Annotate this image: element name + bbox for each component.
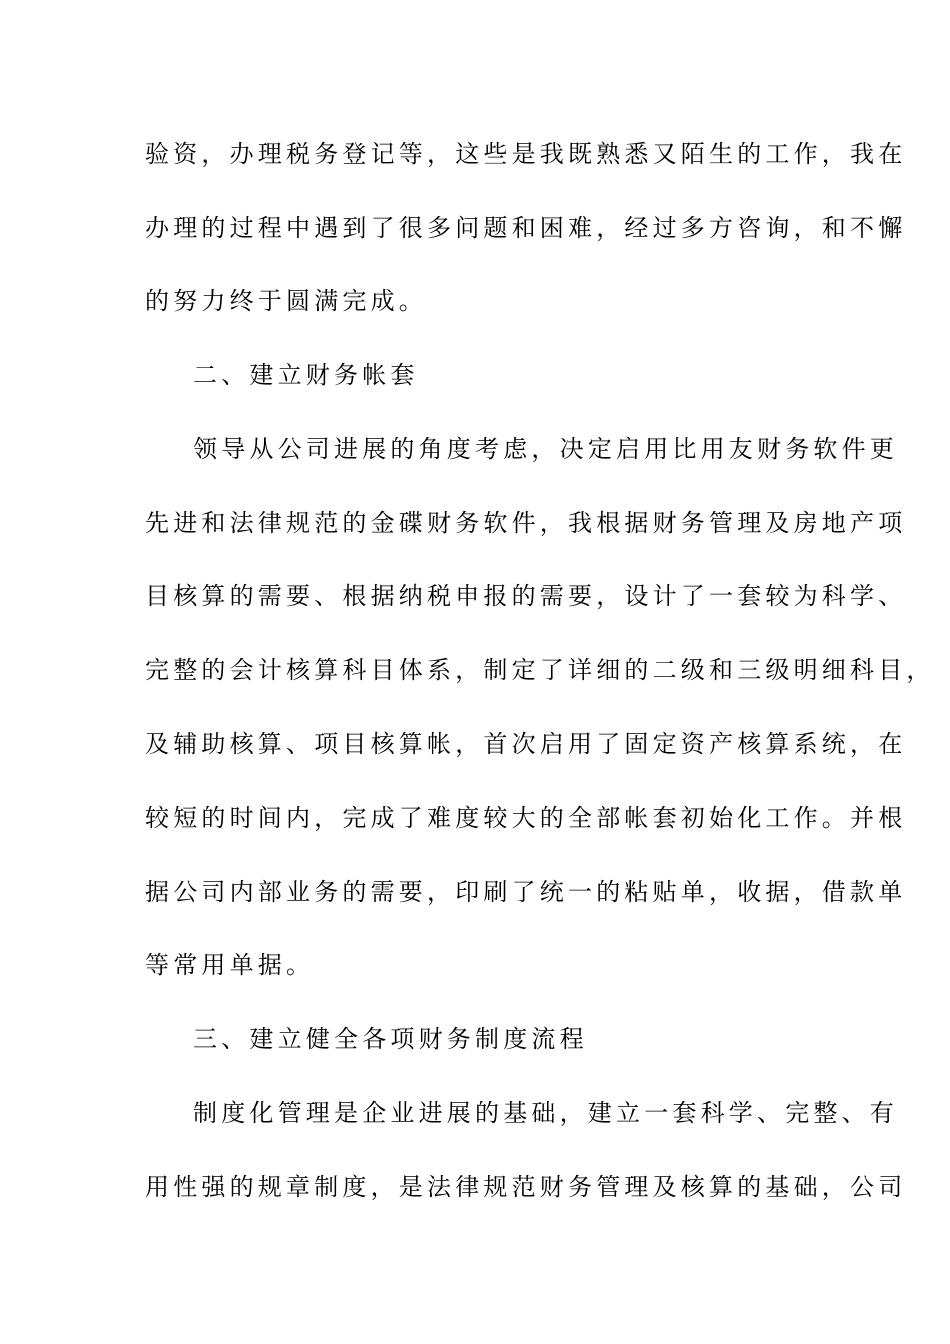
paragraph-line: 验资，办理税务登记等，这些是我既熟悉又陌生的工作，我在 bbox=[145, 140, 907, 168]
paragraph-line: 领导从公司进展的角度考虑，决定启用比用友财务软件更 bbox=[193, 435, 898, 463]
paragraph-line: 较短的时间内，完成了难度较大的全部帐套初始化工作。并根 bbox=[145, 804, 907, 832]
paragraph-line: 办理的过程中遇到了很多问题和困难，经过多方咨询，和不懈 bbox=[145, 214, 907, 242]
section-heading: 二、建立财务帐套 bbox=[193, 361, 419, 389]
paragraph-line: 先进和法律规范的金碟财务软件，我根据财务管理及房地产项 bbox=[145, 509, 907, 537]
section-heading: 三、建立健全各项财务制度流程 bbox=[193, 1025, 588, 1053]
paragraph-line: 据公司内部业务的需要，印刷了统一的粘贴单，收据，借款单 bbox=[145, 878, 907, 906]
paragraph-line: 用性强的规章制度，是法律规范财务管理及核算的基础，公司 bbox=[145, 1173, 907, 1201]
paragraph-line: 目核算的需要、根据纳税申报的需要，设计了一套较为科学、 bbox=[145, 582, 907, 610]
paragraph-line: 的努力终于圆满完成。 bbox=[145, 287, 427, 315]
paragraph-line: 完整的会计核算科目体系，制定了详细的二级和三级明细科目， bbox=[145, 656, 935, 684]
paragraph-line: 制度化管理是企业进展的基础，建立一套科学、完整、有 bbox=[193, 1099, 898, 1127]
paragraph-line: 及辅助核算、项目核算帐，首次启用了固定资产核算系统，在 bbox=[145, 730, 907, 758]
paragraph-line: 等常用单据。 bbox=[145, 951, 315, 979]
